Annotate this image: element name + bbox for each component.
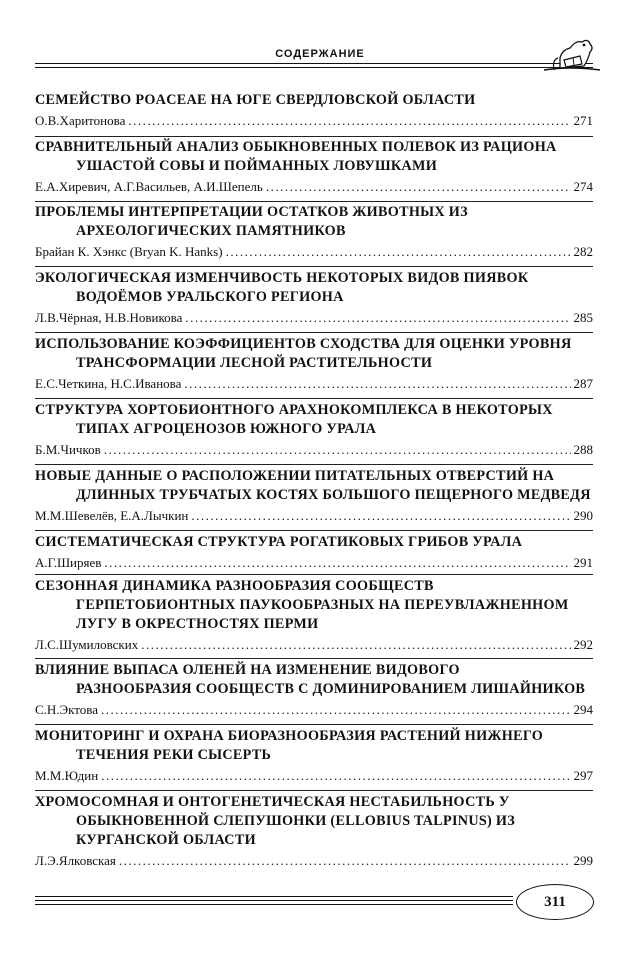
leader-dots xyxy=(141,636,570,654)
toc-entry[interactable] xyxy=(35,661,593,719)
leader-dots xyxy=(226,243,571,261)
toc-entry[interactable] xyxy=(35,401,593,459)
leader-dots xyxy=(184,375,570,393)
entry-separator xyxy=(35,398,593,399)
toc-entry[interactable] xyxy=(35,138,593,196)
entry-authors: Б.М.Чичков xyxy=(35,442,101,457)
entry-authors: О.В.Харитонова xyxy=(35,113,126,128)
toc-entry[interactable] xyxy=(35,203,593,261)
entry-title: НОВЫЕ ДАННЫЕ О РАСПОЛОЖЕНИИ ПИТАТЕЛЬНЫХ ОТВЕРСТИЙ НА ДЛИННЫХ ТРУБЧАТЫХ КОСТЯХ БОЛЬШОГО ПЕЩЕРНОГО МЕДВЕДЯ xyxy=(35,468,591,503)
entry-page-number: 290 xyxy=(573,508,593,523)
entry-separator xyxy=(35,790,593,791)
toc-entry[interactable] xyxy=(35,91,593,130)
entry-title: СЕЗОННАЯ ДИНАМИКА РАЗНООБРАЗИЯ СООБЩЕСТВ ГЕРПЕТОБИОНТНЫХ ПАУКООБРАЗНЫХ НА ПЕРЕУВЛАЖНЕННОМ ЛУГУ В ОКРЕСТНОСТЯХ ПЕРМИ xyxy=(35,578,569,632)
leader-dots xyxy=(128,112,570,130)
entry-page-number: 287 xyxy=(573,376,593,391)
entry-title: СТРУКТУРА ХОРТОБИОНТНОГО АРАХНОКОМПЛЕКСА В НЕКОТОРЫХ ТИПАХ АГРОЦЕНОЗОВ ЮЖНОГО УРАЛА xyxy=(35,402,553,437)
entry-title: СИСТЕМАТИЧЕСКАЯ СТРУКТУРА РОГАТИКОВЫХ ГРИБОВ УРАЛА xyxy=(35,534,523,550)
toc-entry[interactable] xyxy=(35,467,593,525)
entry-page-number: 271 xyxy=(573,113,593,128)
entry-title: СРАВНИТЕЛЬНЫЙ АНАЛИЗ ОБЫКНОВЕННЫХ ПОЛЕВОК ИЗ РАЦИОНА УШАСТОЙ СОВЫ И ПОЙМАННЫХ ЛОВУШКАМИ xyxy=(35,139,557,174)
reading-animal-icon xyxy=(540,30,604,74)
entry-authors: Л.Э.Ялковская xyxy=(35,853,116,868)
entry-page-number: 294 xyxy=(573,702,593,717)
entry-separator xyxy=(35,136,593,137)
entry-page-number: 291 xyxy=(573,555,593,570)
toc-entry[interactable] xyxy=(35,269,593,327)
entry-authors: С.Н.Эктова xyxy=(35,702,99,717)
leader-dots xyxy=(101,767,570,785)
leader-dots xyxy=(191,507,570,525)
entry-authors: Е.А.Хиревич, А.Г.Васильев, А.И.Шепель xyxy=(35,179,263,194)
entry-title: ИСПОЛЬЗОВАНИЕ КОЭФФИЦИЕНТОВ СХОДСТВА ДЛЯ ОЦЕНКИ УРОВНЯ ТРАНСФОРМАЦИИ ЛЕСНОЙ РАСТИТЕЛЬНОСТИ xyxy=(35,336,572,371)
running-header-title: СОДЕРЖАНИЕ xyxy=(275,48,365,60)
header-rule-top xyxy=(35,63,593,64)
entry-separator xyxy=(35,574,593,575)
toc-entry[interactable] xyxy=(35,577,593,654)
entry-separator xyxy=(35,658,593,659)
toc-entry[interactable] xyxy=(35,727,593,785)
footer-rules xyxy=(35,896,513,908)
entry-page-number: 297 xyxy=(573,768,593,783)
entry-authors: М.М.Юдин xyxy=(35,768,99,783)
entry-separator xyxy=(35,724,593,725)
toc-entry[interactable] xyxy=(35,793,593,870)
entry-authors: Е.С.Четкина, Н.С.Иванова xyxy=(35,376,182,391)
entry-separator xyxy=(35,332,593,333)
entry-separator xyxy=(35,201,593,202)
entry-page-number: 299 xyxy=(573,853,593,868)
entry-page-number: 288 xyxy=(573,442,593,457)
entry-title: ЭКОЛОГИЧЕСКАЯ ИЗМЕНЧИВОСТЬ НЕКОТОРЫХ ВИДОВ ПИЯВОК ВОДОЁМОВ УРАЛЬСКОГО РЕГИОНА xyxy=(35,270,529,305)
entry-page-number: 285 xyxy=(573,310,593,325)
entry-page-number: 292 xyxy=(573,637,593,652)
entry-authors: А.Г.Ширяев xyxy=(35,555,102,570)
toc-entry[interactable] xyxy=(35,335,593,393)
entry-authors: М.М.Шевелёв, Е.А.Лычкин xyxy=(35,508,189,523)
toc-entry[interactable] xyxy=(35,533,593,572)
entry-separator xyxy=(35,530,593,531)
entry-authors: Л.В.Чёрная, Н.В.Новикова xyxy=(35,310,183,325)
entry-title: ПРОБЛЕМЫ ИНТЕРПРЕТАЦИИ ОСТАТКОВ ЖИВОТНЫХ ИЗ АРХЕОЛОГИЧЕСКИХ ПАМЯТНИКОВ xyxy=(35,204,468,239)
header-rule-bottom xyxy=(35,67,593,68)
leader-dots xyxy=(266,178,571,196)
entry-page-number: 274 xyxy=(573,179,593,194)
entry-separator xyxy=(35,464,593,465)
entry-authors: Брайан К. Хэнкс (Bryan K. Hanks) xyxy=(35,244,223,259)
leader-dots xyxy=(104,554,570,572)
entry-title: ХРОМОСОМНАЯ И ОНТОГЕНЕТИЧЕСКАЯ НЕСТАБИЛЬНОСТЬ У ОБЫКНОВЕННОЙ СЛЕПУШОНКИ (ELLOBIUS TALPINUS) ИЗ КУРГАНСКОЙ ОБЛАСТИ xyxy=(35,794,516,848)
entry-page-number: 282 xyxy=(573,244,593,259)
entry-title: МОНИТОРИНГ И ОХРАНА БИОРАЗНООБРАЗИЯ РАСТЕНИЙ НИЖНЕГО ТЕЧЕНИЯ РЕКИ СЫСЕРТЬ xyxy=(35,728,544,763)
leader-dots xyxy=(119,852,571,870)
entry-separator xyxy=(35,266,593,267)
leader-dots xyxy=(185,309,570,327)
leader-dots xyxy=(104,441,571,459)
entry-authors: Л.С.Шумиловских xyxy=(35,637,139,652)
page-number-badge: 311 xyxy=(516,884,594,920)
entry-title: СЕМЕЙСТВО POACEAE НА ЮГЕ СВЕРДЛОВСКОЙ ОБЛАСТИ xyxy=(35,92,476,108)
entry-title: ВЛИЯНИЕ ВЫПАСА ОЛЕНЕЙ НА ИЗМЕНЕНИЕ ВИДОВОГО РАЗНООБРАЗИЯ СООБЩЕСТВ С ДОМИНИРОВАНИЕМ ЛИШАЙНИКОВ xyxy=(35,662,586,697)
leader-dots xyxy=(101,701,570,719)
